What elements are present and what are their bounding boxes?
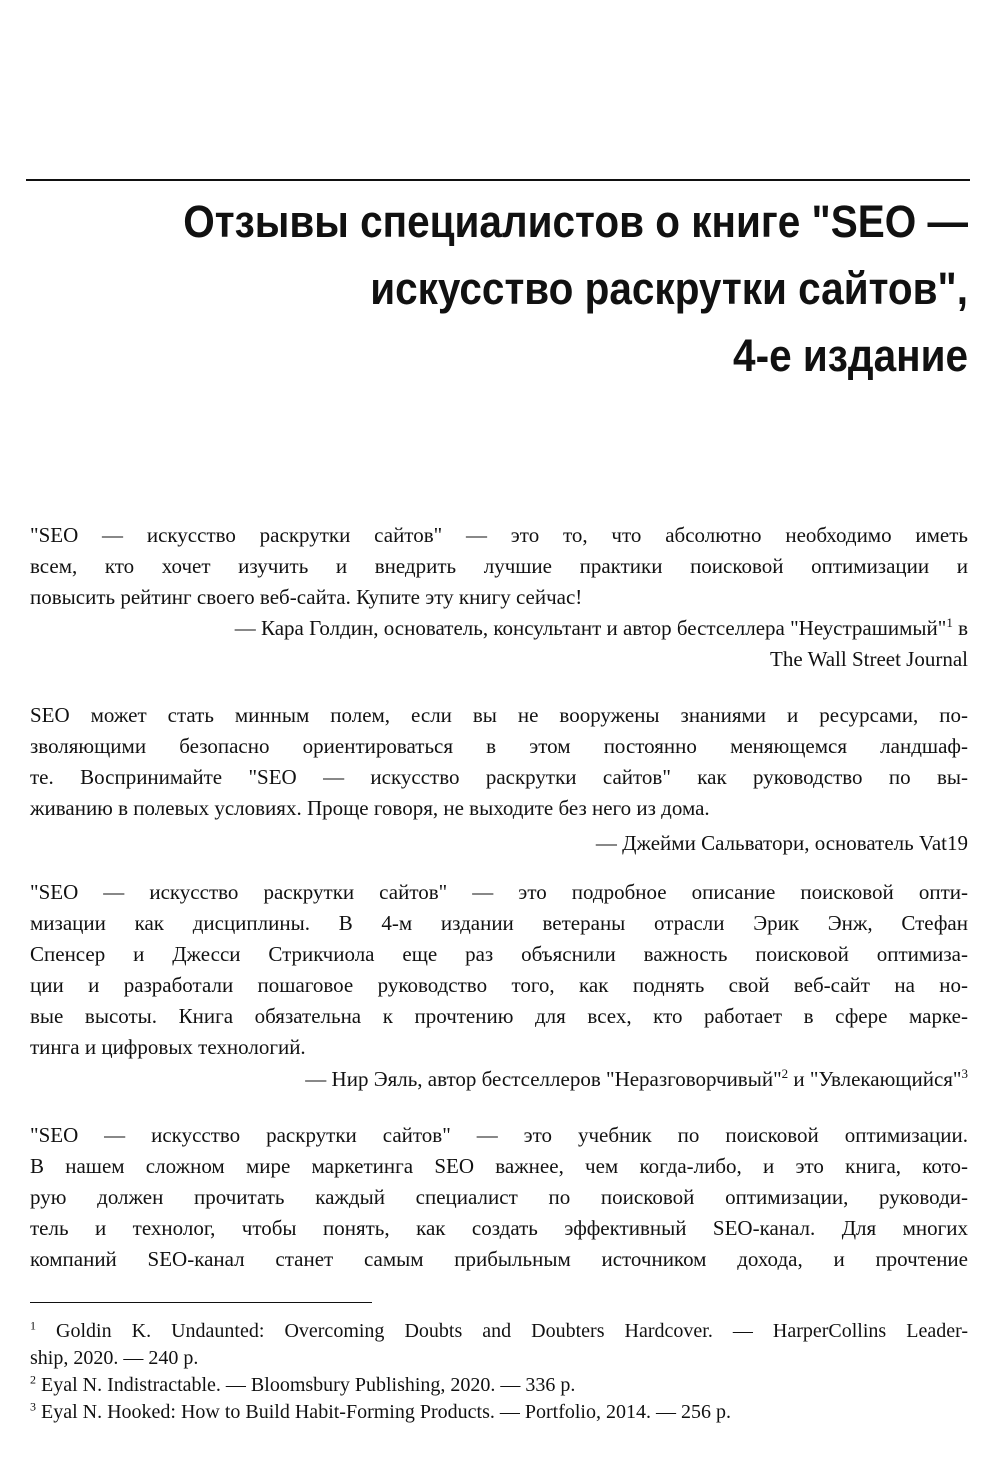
review-4-line-2: В нашем сложном мире маркетинга SEO важнее, чем когда-либо, и это книга, кото- [30, 1154, 968, 1178]
footnote-ref-1: 1 [946, 615, 953, 630]
review-3-attribution-line: — Нир Эяль, автор бестселлеров "Неразговорчивый"$^2$ и "Увлекающийся"$^3$ [305, 1066, 968, 1091]
footnote-3-number: 3 [30, 1399, 36, 1414]
review-4 [30, 1120, 968, 1275]
review-3 [30, 877, 968, 1095]
title-line-1: Отзывы специалистов о книге "SEO — [183, 196, 968, 247]
review-4-text [30, 1120, 968, 1275]
review-1-text [30, 520, 968, 613]
title-top-rule [26, 179, 970, 181]
review-3-line-1: "SEO — искусство раскрутки сайтов" — это подробное описание поисковой опти- [30, 880, 968, 904]
review-2-text [30, 700, 968, 824]
footnote-ref-2: 2 [781, 1066, 789, 1081]
review-3-line-6: тинга и цифровых технологий. [30, 1035, 306, 1059]
footnotes [30, 1318, 968, 1426]
review-1-attribution-line-2: The Wall Street Journal [770, 647, 968, 671]
review-2-line-4: живанию в полевых условиях. Проще говоря, не выходите без него из дома. [30, 796, 710, 820]
review-2-line-1: SEO может стать минным полем, если вы не вооружены знаниями и ресурсами, по- [30, 703, 968, 727]
title-line-3: 4-е издание [733, 330, 968, 381]
review-1 [30, 520, 968, 675]
review-1-line-2: всем, кто хочет изучить и внедрить лучшие практики поисковой оптимизации и [30, 554, 968, 578]
review-2-attribution [30, 828, 968, 859]
review-1-attribution-line-1: — Кара Голдин, основатель, консультант и автор бестселлера "Неустрашимый"$^1$ в [234, 615, 968, 640]
review-2-line-3: те. Воспринимайте "SEO — искусство раскрутки сайтов" как руководство по вы- [30, 765, 968, 789]
review-3-text [30, 877, 968, 1063]
page-title [120, 188, 968, 389]
footnote-3 [30, 1399, 968, 1426]
footnote-separator [30, 1302, 372, 1303]
review-2-attribution-line: — Джейми Сальватори, основатель Vat19 [595, 831, 968, 855]
review-3-line-2: мизации как дисциплины. В 4-м издании ветераны отрасли Эрик Энж, Стефан [30, 911, 968, 935]
footnote-1-line-1: $^1$ Goldin K. Undaunted: Overcoming Doubts and Doubters Hardcover. — HarperCollins Leader- [30, 1318, 969, 1342]
footnote-3-line: $^3$ Eyal N. Hooked: How to Build Habit-Forming Products. — Portfolio, 2014. — 256 p. [30, 1399, 731, 1423]
footnote-1-number: 1 [30, 1318, 36, 1333]
footnote-2 [30, 1372, 968, 1399]
review-1-line-1: "SEO — искусство раскрутки сайтов" — это то, что абсолютно необходимо иметь [30, 523, 968, 547]
review-3-attribution [30, 1064, 968, 1095]
review-4-line-4: тель и технолог, чтобы понять, как создать эффективный SEO-канал. Для многих [30, 1216, 968, 1240]
review-1-attribution [30, 613, 968, 675]
footnote-1-line-2: ship, 2020. — 240 p. [30, 1347, 199, 1369]
footnote-2-number: 2 [30, 1372, 36, 1387]
review-1-line-3: повысить рейтинг своего веб-сайта. Купите эту книгу сейчас! [30, 585, 583, 609]
footnote-1 [30, 1318, 968, 1372]
title-line-2: искусство раскрутки сайтов", [370, 263, 968, 314]
footnote-2-line: $^2$ Eyal N. Indistractable. — Bloomsbury Publishing, 2020. — 336 p. [30, 1372, 576, 1396]
review-3-line-5: вые высоты. Книга обязательна к прочтению для всех, кто работает в сфере марке- [30, 1004, 968, 1028]
review-2-line-2: зволяющими безопасно ориентироваться в этом постоянно меняющемся ландшаф- [30, 734, 968, 758]
review-3-line-3: Спенсер и Джесси Стрикчиола еще раз объяснили важность поисковой оптимиза- [30, 942, 968, 966]
review-3-line-4: ции и разработали пошаговое руководство того, как поднять свой веб-сайт на но- [30, 973, 968, 997]
review-4-line-3: рую должен прочитать каждый специалист по поисковой оптимизации, руководи- [30, 1185, 968, 1209]
review-4-line-1: "SEO — искусство раскрутки сайтов" — это учебник по поисковой оптимизации. [30, 1123, 968, 1147]
footnote-ref-3: 3 [961, 1066, 968, 1081]
review-4-line-5: компаний SEO-канал станет самым прибыльным источником дохода, и прочтение [30, 1247, 968, 1271]
review-2 [30, 700, 968, 859]
